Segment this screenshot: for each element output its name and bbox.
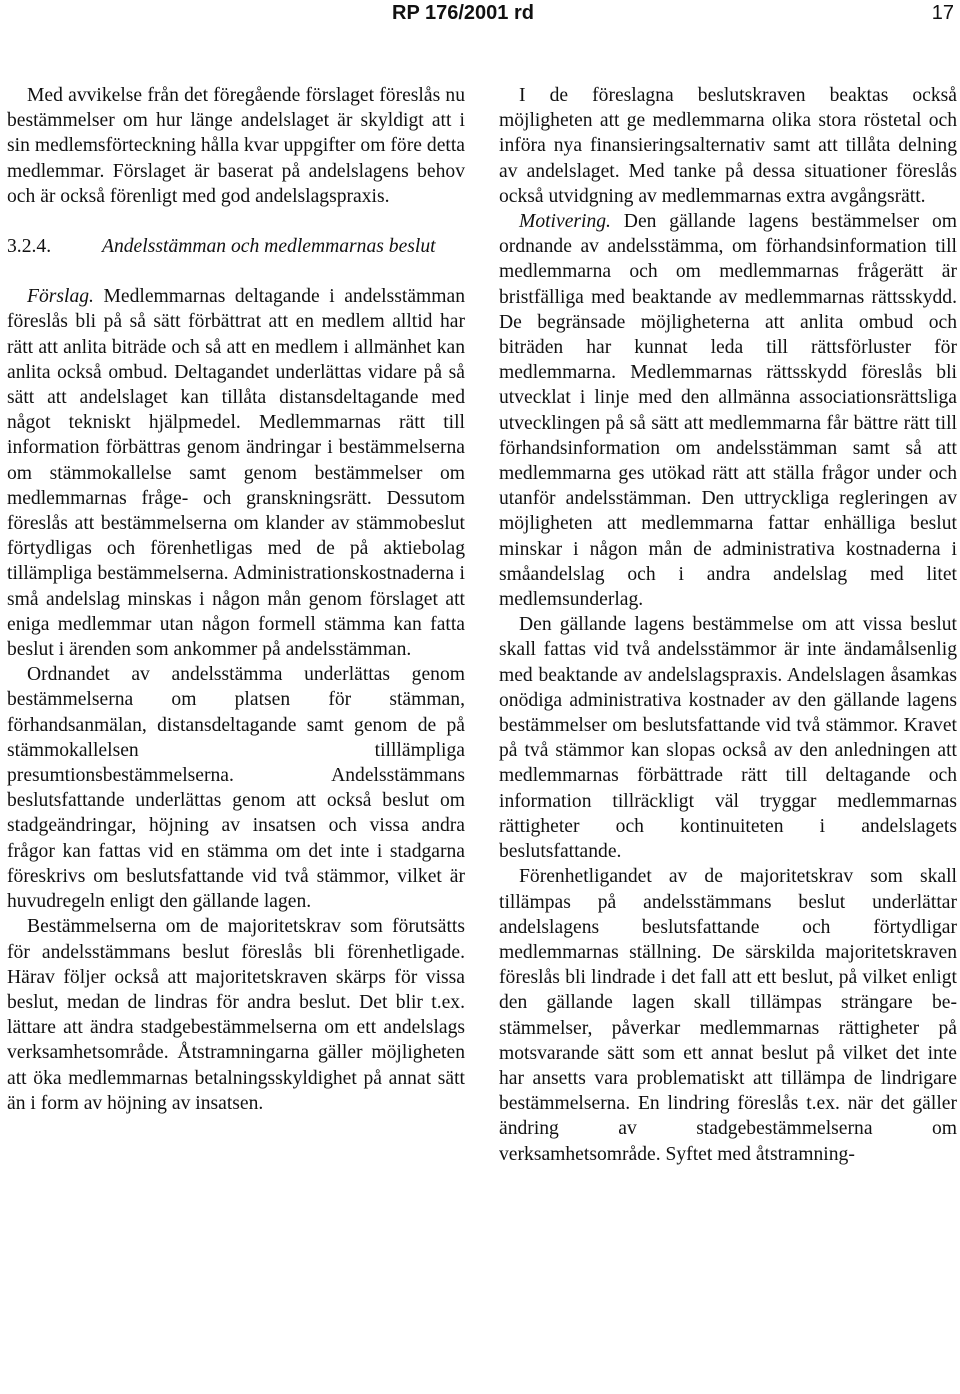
left-column — [7, 83, 465, 1116]
paragraph: Den gällande lagens bestämmelse om att vissa beslut skall fattas vid två andelsstämmor är inte ändamålsenlig med beaktande av andelslagspraxis. Andelslagen åsamkas onödiga administrativa kostnader av den gällande lagens bestämmelser om beslutsfattande vid två stämmor. Kravet på två stämmor kan slopas också av den anledningen att medlemmarnas förbättrade rätt till deltagande och information tillräckligt väl tryggar medlemmarnas rättigheter och kontinuiteten i andelslagets beslutsfattande. — [499, 614, 957, 863]
paragraph: Ordnandet av andelsstämma underlättas genom bestämmelserna om platsen för stämman, förhandsanmälan, distansdeltagande samt genom de på stämmokallelsen tilllämpliga presumtionsbestämmelserna. Andelsstämmans beslutsfattande underlättas genom att också beslut om stadgeändringar, höjning av insatsen och vissa andra frågor kan fattas vid en stämma om det inte i stadgarna föreskrivs om beslutsfattande vid två stämmor, vilket är huvudregeln enligt den gällande lagen. — [7, 664, 465, 913]
paragraph: Förenhetligandet av de majoritetskrav som skall tillämpas på andelsstämmans beslut underlättar andelslagens beslutsfattande och förtydligar medlemmarnas ställning. De särskilda majoritetskraven föreslås bli lindrade i det fall att ett beslut, på vilket enligt den gällande lagen skall tillämpas strängare bestämmelser, påverkar medlemmarnas rättigheter på motsvarande sätt som ett annat beslut på vilket det inte har ansetts vara problematiskt att tillämpa de lindrigare bestämmelserna. En lindring föreslås t.ex. när det gäller ändring av stadgebestämmelserna om verksamhetsområde. Syftet med åtstramning- — [499, 866, 957, 1165]
intro-paragraph: Med avvikelse från det föregående förslaget föreslås nu bestämmelser om hur länge andelslaget är skyldigt att i sin medlemsförteckning hålla kvar uppgifter om före detta medlemmar. Förslaget är baserat på andelslagens behov och är också förenligt med god andelslagspraxis. — [7, 85, 465, 207]
motivation-body: Den gällande lagens bestämmelser om ordnande av andelsstämma, om förhandsinformation till medlemmarna och om medlemmarnas frågerätt är bristfälliga med beaktande av medlemmarnas rättsskydd. De begränsade möjligheterna att anlita ombud och biträden har kunnat leda till rättsförluster för medlemmarna. Medlemmarnas rättsskydd föreslås bli utvecklat i linje med den allmänna associationsrättsliga utvecklingen på så sätt att medlemmarna får bättre rätt till förhandsinformation om andelsstämman samt så att medlemmarna ges utökad rätt att ställa frågor under och utanför andelsstämman. Den uttryckliga regleringen av möjligheten att medlemmarna fattar enhälliga beslut minskar i någon mån de administrativa kostnaderna i småandelslag och i andra andelslag med litet medlemsunderlag. — [499, 211, 957, 611]
motivation-paragraph — [499, 209, 957, 612]
paragraph: I de föreslagna beslutskraven beaktas också möjligheten att ge medlemmarna olika stora röstetal och införa nya finansieringsalternativ samt att tillåta delning av andelslaget. Med tanke på dessa situationer föreslås också utvidgning av medlemmarnas extra avgångsrätt. — [499, 85, 957, 207]
page-header — [0, 0, 960, 26]
page-number: 17 — [931, 2, 954, 24]
section-number: 3.2.4. — [7, 236, 52, 258]
document-id: RP 176/2001 rd — [392, 2, 534, 24]
section-title: Andelsstämman och medlemmarnas beslut — [102, 236, 436, 258]
motivation-lead: Motivering. — [519, 211, 611, 233]
proposal-lead: Förslag. — [27, 286, 94, 308]
proposal-paragraph — [7, 284, 465, 662]
right-column — [499, 83, 957, 1167]
proposal-body: Medlemmarnas deltagande i andelsstämman föreslås bli på så sätt förbättrat att en medlem alltid har rätt att anlita biträde och så att en medlem i allmänhet kan anlita också ombud. Deltagandet underlättas vidare på så sätt att andelslaget kan tillåta distansdeltagande med något tekniskt hjälpmedel. Medlemmarnas rätt till information förbättras genom ändringar i bestämmelserna om stämmokallelse samt genom bestämmelser om medlemmarnas fråge- och granskningsrätt. Dessutom föreslås att bestämmelserna om klander av stämmobeslut förtydligas och förenhetligas med de på aktiebolag tillämpliga bestämmelserna. Administrationskostnaderna i små andelslag minskas i någon mån genom förslaget att eniga medlemmar utan någon formell stämma kan fatta beslut i ärenden som ankommer på andelsstämman. — [7, 286, 465, 661]
section-heading — [7, 234, 465, 259]
paragraph: Bestämmelserna om de majoritetskrav som förutsätts för andelsstämmans beslut föreslås bli förenhetligade. Härav följer också att majoritetskraven skärps för vissa beslut, medan de lindras för andra beslut. Det blir t.ex. lättare att ändra stadgebestämmelserna om ett andelslags verksamhetsområde. Åtstramningarna gäller möjligheten att öka medlemmarnas betalningsskyldighet på annat sätt än i form av höjning av insatsen. — [7, 916, 465, 1114]
